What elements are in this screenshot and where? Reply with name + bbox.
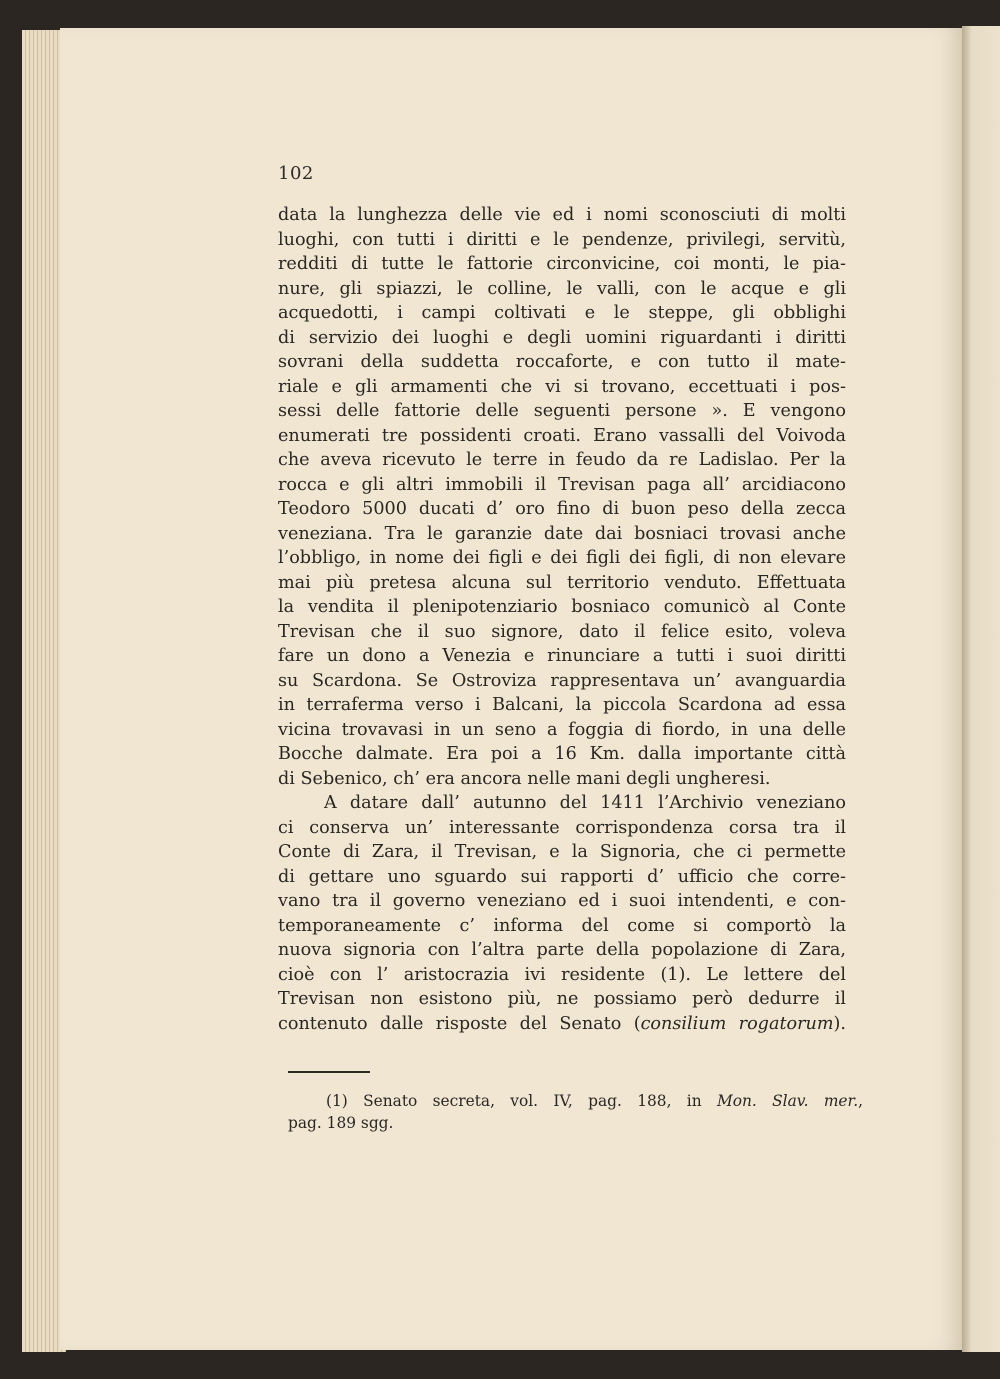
body-line: nuova signoria con l’altra parte della popolazione di Zara, [278, 940, 846, 960]
body-line: di gettare uno sguardo sui rapporti d’ ufficio che corre- [278, 866, 846, 887]
final-line-start: contenuto dalle risposte del Senato ( [278, 1013, 641, 1034]
footnote-line: pag. 189 sgg. [288, 1114, 394, 1132]
body-line: redditi di tutte le fattorie circonvicine, coi monti, le pia- [278, 254, 846, 274]
body-line: sovrani della suddetta roccaforte, e con tutto il mate- [278, 352, 846, 372]
body-text [278, 203, 846, 1036]
footnote-line1-end: , [858, 1092, 863, 1110]
footnote-line [288, 1090, 863, 1112]
body-line: nure, gli spiazzi, le colline, le valli, con le acque e gli [278, 278, 846, 299]
facing-page-edge [962, 26, 1000, 1352]
body-line: la vendita il plenipotenziario bosniaco comunicò al Conte [278, 597, 846, 617]
body-line: veneziana. Tra le garanzie date dai bosniaci trovasi anche [278, 523, 846, 544]
body-line: Trevisan che il suo signore, dato il felice esito, voleva [278, 621, 846, 642]
final-line-italic: consilium rogatorum [640, 1013, 834, 1034]
footnote [288, 1090, 863, 1134]
body-line: mai più pretesa alcuna sul territorio venduto. Effettuata [278, 572, 846, 593]
page-number: 102 [278, 163, 314, 184]
final-line-end: ). [833, 1013, 846, 1034]
footnote-divider [288, 1071, 370, 1073]
body-line: di servizio dei luoghi e degli uomini riguardanti i diritti [278, 327, 846, 348]
body-line: enumerati tre possidenti croati. Erano vassalli del Voivoda [278, 425, 846, 446]
body-line: ci conserva un’ interessante corrispondenza corsa tra il [278, 817, 846, 838]
body-line: in terraferma verso i Balcani, la piccola Scardona ad essa [278, 695, 846, 715]
body-line: luoghi, con tutti i diritti e le pendenze, privilegi, servitù, [278, 229, 846, 250]
body-line: vicina trovavasi in un seno a foggia di fiordo, in una delle [278, 719, 846, 740]
paragraph-start-line: A datare dall’ autunno del 1411 l’Archivio veneziano [324, 793, 846, 813]
body-line: rocca e gli altri immobili il Trevisan paga all’ arcidiacono [278, 474, 846, 495]
body-line: Trevisan non esistono più, ne possiamo però dedurre il [278, 989, 846, 1009]
body-line: su Scardona. Se Ostroviza rappresentava un’ avanguardia [278, 670, 846, 691]
body-final-line [278, 1012, 846, 1037]
body-line: Conte di Zara, il Trevisan, e la Signoria, che ci permette [278, 842, 846, 862]
body-line: Bocche dalmate. Era poi a 16 Km. dalla importante città [278, 744, 846, 764]
body-line: di Sebenico, ch’ era ancora nelle mani degli ungheresi. [278, 768, 771, 789]
body-line: riale e gli armamenti che vi si trovano, eccettuati i pos- [278, 376, 846, 397]
body-line: che aveva ricevuto le terre in feudo da re Ladislao. Per la [278, 450, 846, 470]
body-line: temporaneamente c’ informa del come si comportò la [278, 915, 846, 936]
body-line: Teodoro 5000 ducati d’ oro fino di buon peso della zecca [278, 499, 846, 519]
body-line: sessi delle fattorie delle seguenti persone ». E vengono [278, 401, 846, 421]
footnote-line1-italic: Mon. Slav. mer. [716, 1092, 859, 1110]
body-line: vano tra il governo veneziano ed i suoi intendenti, e con- [278, 891, 846, 911]
footnote-line1-start: (1) Senato secreta, vol. IV, pag. 188, in [326, 1092, 717, 1110]
body-line: acquedotti, i campi coltivati e le steppe, gli obblighi [278, 303, 846, 323]
body-line: fare un dono a Venezia e rinunciare a tutti i suoi diritti [278, 646, 846, 666]
body-line: cioè con l’ aristocrazia ivi residente (1). Le lettere del [278, 964, 846, 985]
body-line: data la lunghezza delle vie ed i nomi sconosciuti di molti [278, 205, 846, 225]
body-line: l’obbligo, in nome dei figli e dei figli dei figli, di non elevare [278, 548, 846, 568]
